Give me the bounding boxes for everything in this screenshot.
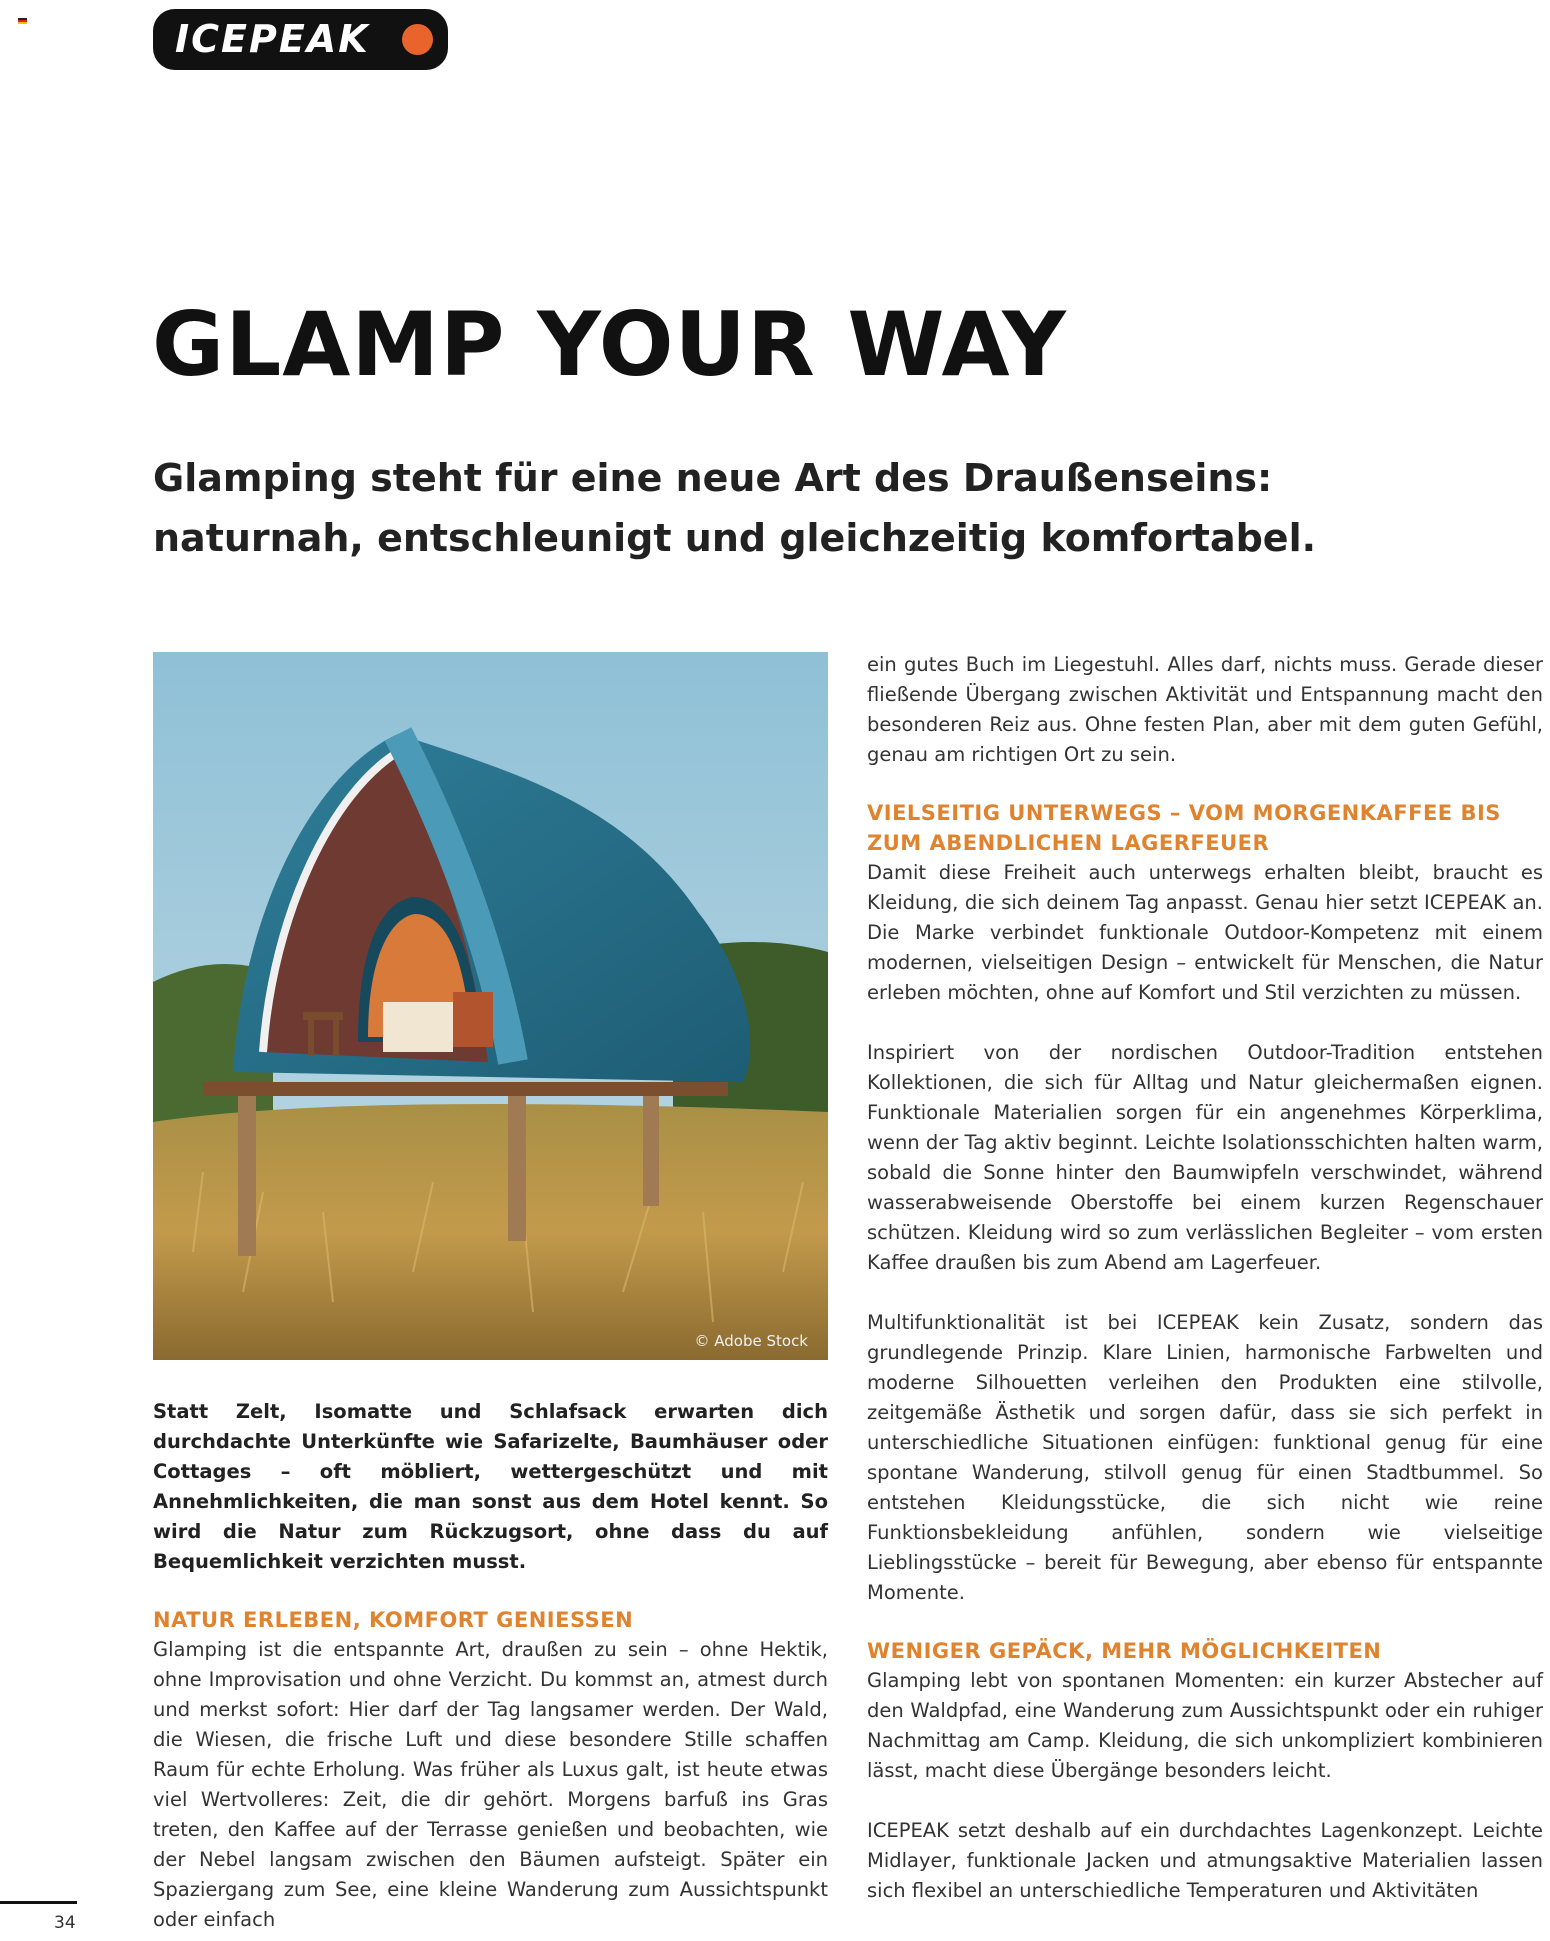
section-heading-vielseitig: VIELSEITIG UNTERWEGS – VOM MORGENKAFFEE BIS ZUM ABENDLICHEN LAGERFEUER: [867, 801, 1501, 855]
section-vielseitig-p1: Damit diese Freiheit auch unterwegs erhalten bleibt, braucht es Kleidung, die sich deinem Tag anpasst. Genau hier setzt ICEPEAK an. Die Marke verbindet funktionale Outdoor-Kompetenz mit einem modernen, vielseitigen Design – entwickelt für Menschen, die Natur erleben möchten, ohne auf Komfort und Stil verzichten zu müssen.: [867, 861, 1543, 1004]
subheadline-line-2: naturnah, entschleunigt und gleichzeitig komfortabel.: [153, 516, 1317, 560]
intro-paragraph: Statt Zelt, Isomatte und Schlafsack erwarten dich durchdachte Unterkünfte wie Safarizelte, Baumhäuser oder Cottages – oft möbliert, wettergeschützt und mit Annehmlichkeiten, die man sonst aus dem Hotel kennt. So wird die Natur zum Rückzugsort, ohne dass du auf Bequemlichkeit verzichten musst.: [153, 1400, 828, 1573]
brand-logo: [153, 9, 448, 70]
left-column: [153, 1397, 828, 1935]
section-gepaeck-p1: Glamping lebt von spontanen Momenten: ein kurzer Abstecher auf den Waldpfad, eine Wanderung zum Aussichtspunkt oder ein ruhiger Nachmittag am Camp. Kleidung, die sich unkompliziert kombinieren lässt, macht diese Übergänge besonders leicht.: [867, 1669, 1543, 1782]
continuation-paragraph: ein gutes Buch im Liegestuhl. Alles darf, nichts muss. Gerade dieser fließende Übergang zwischen Aktivität und Entspannung macht den besonderen Reiz aus. Ohne festen Plan, aber mit dem guten Gefühl, genau am richtigen Ort zu sein.: [867, 653, 1543, 766]
subheadline: [153, 448, 1353, 568]
logo-dot-icon: [402, 24, 433, 55]
section-vielseitig-p2: Inspiriert von der nordischen Outdoor-Tradition entstehen Kollektionen, die sich für Alltag und Natur gleichermaßen eignen. Funktionale Materialien sorgen für ein angenehmes Körperklima, wenn der Tag aktiv beginnt. Leichte Isolationsschichten halten warm, sobald die Sonne hinter den Baumwipfeln verschwindet, während wasserabweisende Oberstoffe bei einem kurzen Regenschauer schützen. Kleidung wird so zum verlässlichen Begleiter – vom ersten Kaffee draußen bis zum Abend am Lagerfeuer.: [867, 1041, 1543, 1274]
flag-icon: [18, 18, 27, 24]
right-column: [867, 650, 1543, 1906]
subheadline-line-1: Glamping steht für eine neue Art des Draußenseins:: [153, 456, 1273, 500]
photo-credit: © Adobe Stock: [694, 1332, 808, 1350]
logo-wordmark: ICEPEAK: [175, 17, 370, 61]
section-natur-text: Glamping ist die entspannte Art, draußen zu sein – ohne Hektik, ohne Improvisation und ohne Verzicht. Du kommst an, atmest durch und merkst sofort: Hier darf der Tag langsamer werden. Der Wald, die Wiesen, die frische Luft und diese besondere Stille schaffen Raum für echte Erholung. Was früher als Luxus galt, ist heute etwas viel Wertvolleres: Zeit, die dir gehört. Morgens barfuß ins Gras treten, den Kaffee auf der Terrasse genießen und beobachten, wie der Nebel langsam zwischen den Bäumen aufsteigt. Später ein Spaziergang zum See, eine kleine Wanderung zum Aussichtspunkt oder einfach: [153, 1638, 828, 1931]
page-number: 34: [54, 1913, 76, 1933]
section-heading-gepaeck: WENIGER GEPÄCK, MEHR MÖGLICHKEITEN: [867, 1639, 1382, 1663]
footer-rule: [0, 1901, 77, 1904]
glamping-dome-photo: [153, 652, 828, 1360]
photo-illustration: [153, 652, 828, 1360]
section-vielseitig-p3: Multifunktionalität ist bei ICEPEAK kein Zusatz, sondern das grundlegende Prinzip. Klare Linien, harmonische Farbwelten und moderne Silhouetten verleihen den Produkten eine stilvolle, zeitgemäße Ästhetik und sorgen dafür, dass sie sich perfekt in unterschiedliche Situationen einfügen: funktional genug für eine spontane Wanderung, stilvoll genug für einen Stadtbummel. So entstehen Kleidungsstücke, die sich nicht wie reine Funktionsbekleidung anfühlen, sondern wie vielseitige Lieblingsstücke – bereit für Bewegung, aber ebenso für entspannte Momente.: [867, 1311, 1543, 1604]
section-gepaeck-p2: ICEPEAK setzt deshalb auf ein durchdachtes Lagenkonzept. Leichte Midlayer, funktionale Jacken und atmungsaktive Materialien lassen sich flexibel an unterschiedliche Temperaturen und Aktivitäten: [867, 1819, 1543, 1902]
page-title: GLAMP YOUR WAY: [152, 293, 1067, 396]
section-heading-natur: NATUR ERLEBEN, KOMFORT GENIESSEN: [153, 1608, 634, 1632]
